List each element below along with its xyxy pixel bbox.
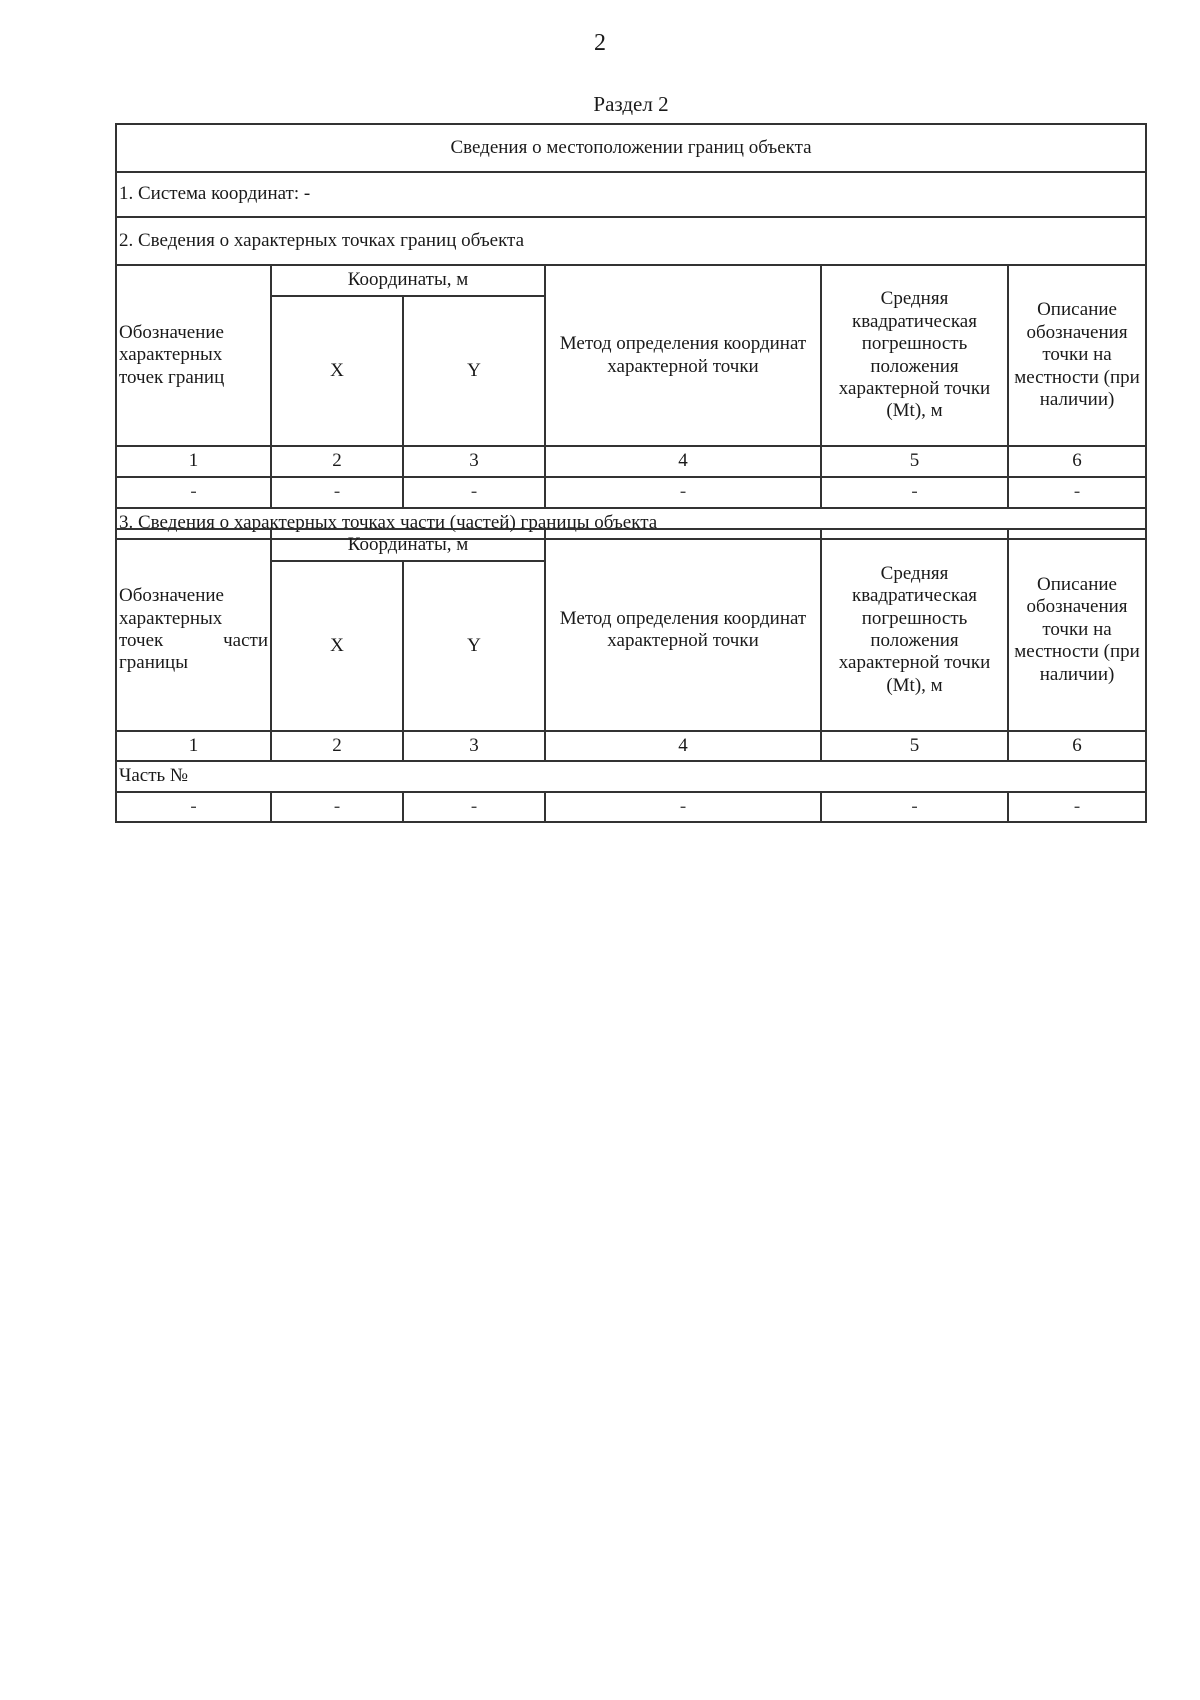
part-boundary-table	[115, 528, 1147, 823]
part-label: Часть №	[116, 761, 1146, 792]
col-x-header: X	[271, 296, 403, 446]
col-method-header: Метод определения координат характерной точки	[545, 265, 821, 446]
column-number: 2	[271, 446, 403, 477]
col-description-header: Описание обозначения точки на местности (при наличии)	[1008, 265, 1146, 446]
coord-system-row: 1. Система координат: -	[116, 172, 1146, 217]
column-number: 1	[116, 731, 271, 761]
boundary-points-heading: 2. Сведения о характерных точках границ объекта	[116, 217, 1146, 265]
column-number: 4	[545, 446, 821, 477]
column-number: 6	[1008, 731, 1146, 761]
table-cell: -	[545, 477, 821, 508]
column-number: 2	[271, 731, 403, 761]
column-number: 5	[821, 731, 1008, 761]
col-x-header: X	[271, 561, 403, 731]
table-cell: -	[821, 792, 1008, 822]
table-row	[116, 792, 1146, 822]
table-cell: -	[116, 477, 271, 508]
table-cell: -	[271, 477, 403, 508]
column-number: 6	[1008, 446, 1146, 477]
col-error-header: Средняя квадратическая погрешность положения характерной точки (Mt), м	[821, 529, 1008, 731]
boundary-table	[115, 123, 1147, 540]
column-number: 5	[821, 446, 1008, 477]
page-number: 2	[594, 30, 606, 56]
col-method-header: Метод определения координат характерной точки	[545, 529, 821, 731]
col-y-header: Y	[403, 561, 545, 731]
table-cell: -	[116, 792, 271, 822]
col-designation-header: Обозначение характерных точек части границы	[116, 529, 271, 731]
table-title: Сведения о местоположении границ объекта	[116, 124, 1146, 172]
col-coordinates-header: Координаты, м	[271, 265, 545, 296]
column-number: 1	[116, 446, 271, 477]
col-description-header: Описание обозначения точки на местности (при наличии)	[1008, 529, 1146, 731]
col-y-header: Y	[403, 296, 545, 446]
section-title: Раздел 2	[593, 92, 669, 116]
table-row	[116, 477, 1146, 508]
table-cell: -	[271, 792, 403, 822]
col-error-header: Средняя квадратическая погрешность положения характерной точки (Mt), м	[821, 265, 1008, 446]
column-number: 4	[545, 731, 821, 761]
table-cell: -	[403, 477, 545, 508]
table-cell: -	[1008, 792, 1146, 822]
part-points-heading: 3. Сведения о характерных точках части (частей) границы объекта	[116, 508, 1146, 539]
table-cell: -	[821, 477, 1008, 508]
table-cell: -	[1008, 477, 1146, 508]
column-number: 3	[403, 731, 545, 761]
table-cell: -	[545, 792, 821, 822]
col-coordinates-header: Координаты, м	[271, 529, 545, 561]
column-number: 3	[403, 446, 545, 477]
table-cell: -	[403, 792, 545, 822]
col-designation-header: Обозначение характерных точек границ	[116, 265, 271, 446]
